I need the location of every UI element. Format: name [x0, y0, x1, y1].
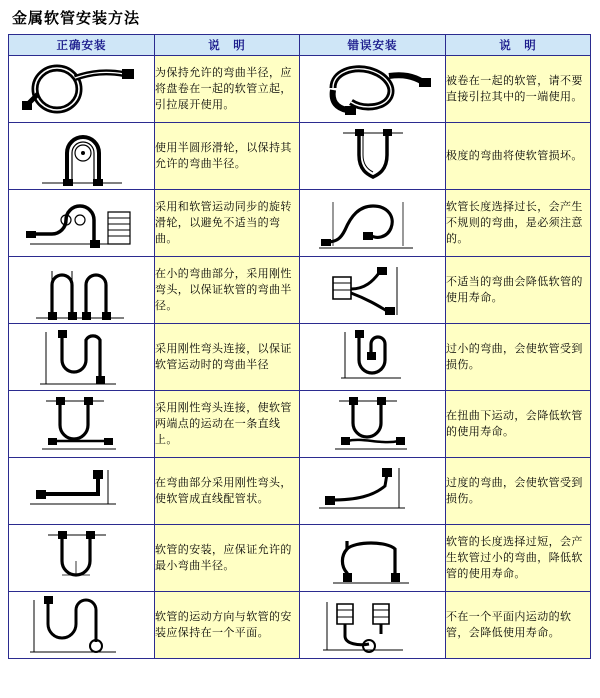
table-row	[9, 324, 591, 391]
u-loop-rigid-elbow-icon	[12, 326, 152, 388]
description-text: 过小的弯曲，会使软管受到损伤。	[446, 324, 591, 391]
coiled-hose-wrong-icon	[303, 58, 443, 120]
figure-too-small-bend-radius-loop	[300, 324, 446, 391]
figure-hose-over-semicircular-pulley	[9, 123, 155, 190]
figure-hose-installed-with-minimum-bend-radius	[9, 525, 155, 592]
header-wrong-description: 说 明	[446, 35, 591, 56]
description-text: 软管的安装，应保证允许的最小弯曲半径。	[155, 525, 300, 592]
description-text: 软管长度选择过长，会产生不规则的弯曲，是必须注意的。	[446, 190, 591, 257]
figure-rigid-elbow-connection-u-loop	[9, 324, 155, 391]
figure-hose-too-long-small-bend	[300, 525, 446, 592]
header-correct-description: 说 明	[155, 35, 300, 56]
page-title: 金属软管安装方法	[12, 9, 141, 27]
excessive-bend-icon	[303, 460, 443, 522]
description-text: 不适当的弯曲会降低软管的使用寿命。	[446, 257, 591, 324]
description-text: 不在一个平面内运动的软管，会降低使用寿命。	[446, 592, 591, 659]
table-row	[9, 56, 591, 123]
table-row	[9, 391, 591, 458]
description-text: 采用刚性弯头连接，以保证软管运动时的弯曲半径	[155, 324, 300, 391]
figure-excessive-bending-at-elbow	[300, 458, 446, 525]
table-row	[9, 257, 591, 324]
figure-hose-sharp-v-bend	[300, 123, 446, 190]
coiled-hose-icon	[12, 58, 152, 120]
description-text: 软管的运动方向与软管的安装应保持在一个平面。	[155, 592, 300, 659]
description-text: 为保持允许的弯曲半径，应将盘卷在一起的软管立起，引拉展开使用。	[155, 56, 300, 123]
installation-methods-table	[8, 34, 591, 659]
minimum-bend-radius-icon	[12, 527, 152, 589]
figure-coiled-hose-standing-upright	[9, 56, 155, 123]
improper-bend-icon	[303, 259, 443, 321]
straight-line-elbows-icon	[12, 393, 152, 455]
small-radius-loop-icon	[303, 326, 443, 388]
out-of-plane-motion-icon	[303, 594, 443, 656]
figure-hose-motion-out-of-plane	[300, 592, 446, 659]
table-row	[9, 123, 591, 190]
description-text: 使用半圆形滑轮，以保持其允许的弯曲半径。	[155, 123, 300, 190]
figure-rigid-elbow-straight-pipe-layout	[9, 458, 155, 525]
description-text: 在扭曲下运动，会降低软管的使用寿命。	[446, 391, 591, 458]
too-long-small-bend-icon	[303, 527, 443, 589]
figure-rigid-elbows-both-ends-straight-line	[9, 391, 155, 458]
header-wrong-installation: 错误安装	[300, 35, 446, 56]
figure-hose-too-long-irregular-bend	[300, 190, 446, 257]
figure-coiled-hose-pulled-from-center	[300, 56, 446, 123]
rotating-pulley-icon	[12, 192, 152, 254]
description-text: 在弯曲部分采用刚性弯头，使软管成直线配管状。	[155, 458, 300, 525]
sharp-v-bend-icon	[303, 125, 443, 187]
table-row	[9, 592, 591, 659]
figure-rigid-elbow-at-small-bend	[9, 257, 155, 324]
table-row	[9, 190, 591, 257]
description-text: 被卷在一起的软管，请不要直接引拉其中的一端使用。	[446, 56, 591, 123]
description-text: 采用和软管运动同步的旋转滑轮，以避免不适当的弯曲。	[155, 190, 300, 257]
table-header-row	[9, 35, 591, 56]
figure-hose-motion-in-same-plane-as-installation	[9, 592, 155, 659]
irregular-bend-icon	[303, 192, 443, 254]
description-text: 在小的弯曲部分，采用刚性弯头，以保证软管的弯曲半径。	[155, 257, 300, 324]
same-plane-motion-icon	[12, 594, 152, 656]
figure-hose-twisting-under-load	[300, 391, 446, 458]
table-row	[9, 525, 591, 592]
description-text: 过度的弯曲，会使软管受到损伤。	[446, 458, 591, 525]
figure-hose-with-synchronized-rotating-pulley	[9, 190, 155, 257]
rigid-elbow-icon	[12, 259, 152, 321]
description-text: 软管的长度选择过短，会产生软管过小的弯曲，降低软管的使用寿命。	[446, 525, 591, 592]
header-correct-installation: 正确安装	[9, 35, 155, 56]
description-text: 极度的弯曲将使软管损坏。	[446, 123, 591, 190]
semicircular-pulley-icon	[12, 125, 152, 187]
description-text: 采用刚性弯头连接，使软管两端点的运动在一条直线上。	[155, 391, 300, 458]
straight-pipe-elbow-icon	[12, 460, 152, 522]
table-row	[9, 458, 591, 525]
figure-improper-bend-at-fitting	[300, 257, 446, 324]
twisting-hose-icon	[303, 393, 443, 455]
